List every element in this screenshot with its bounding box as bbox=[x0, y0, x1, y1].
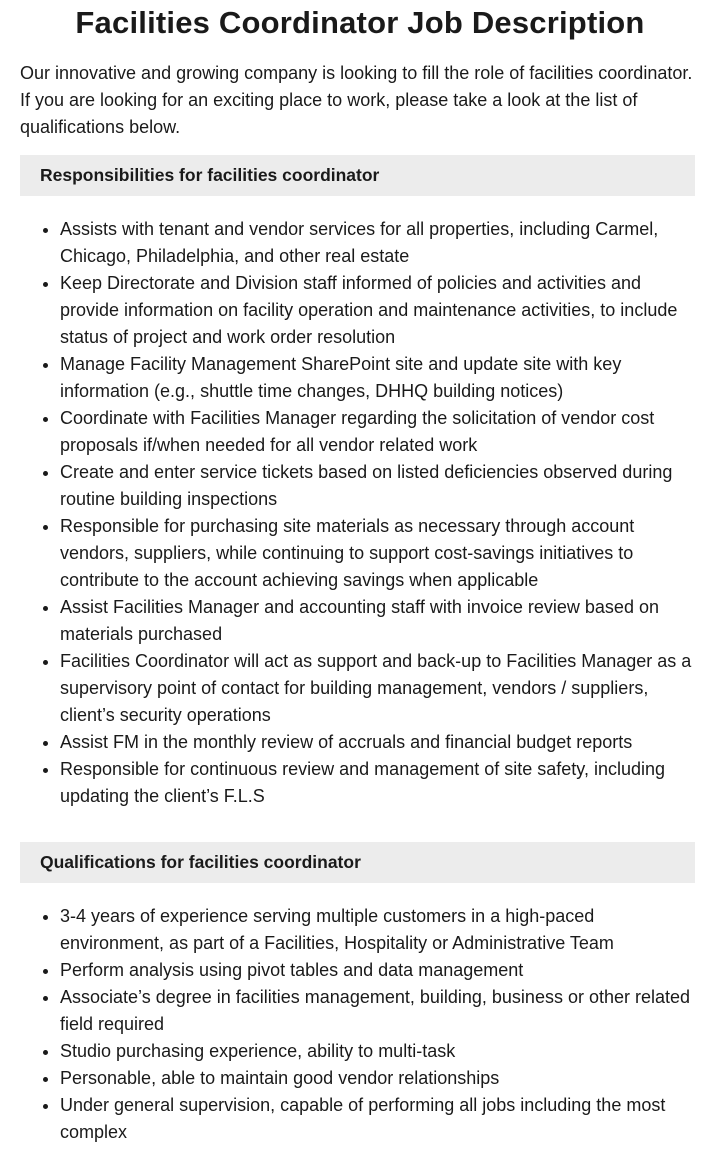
list-item: • Manage Facility Management SharePoint site and update site with key information (e.g., shuttle time changes, DHHQ building notices) bbox=[60, 351, 700, 405]
qualifications-heading: Qualifications for facilities coordinator bbox=[20, 842, 695, 883]
list-item: • Assist Facilities Manager and accounting staff with invoice review based on materials purchased bbox=[60, 594, 700, 648]
list-item: • Studio purchasing experience, ability to multi-task bbox=[60, 1038, 700, 1065]
list-item: • Personable, able to maintain good vendor relationships bbox=[60, 1065, 700, 1092]
page-title: Facilities Coordinator Job Description bbox=[75, 5, 645, 40]
list-item: • Under general supervision, capable of performing all jobs including the most complex bbox=[60, 1092, 700, 1146]
list-item: • Responsible for purchasing site materials as necessary through account vendors, suppliers, while continuing to support cost-savings initiatives to contribute to the account achieving savings when applicable bbox=[60, 513, 700, 594]
list-item: • Assists with tenant and vendor services for all properties, including Carmel, Chicago, Philadelphia, and other real estate bbox=[60, 216, 700, 270]
list-item: • Perform analysis using pivot tables and data management bbox=[60, 957, 700, 984]
list-item: • Associate’s degree in facilities management, building, business or other related field required bbox=[60, 984, 700, 1038]
responsibilities-list bbox=[0, 216, 700, 810]
list-item: • 3-4 years of experience serving multiple customers in a high-paced environment, as part of a Facilities, Hospitality or Administrative Team bbox=[60, 903, 700, 957]
list-item: • Facilities Coordinator will act as support and back-up to Facilities Manager as a supervisory point of contact for building management, vendors / suppliers, client’s security operations bbox=[60, 648, 700, 729]
responsibilities-heading: Responsibilities for facilities coordinator bbox=[20, 155, 695, 196]
intro-text: Our innovative and growing company is looking to fill the role of facilities coordinator. If you are looking for an exciting place to work, please take a look at the list of qualifications below. bbox=[20, 63, 693, 137]
list-item: • Keep Directorate and Division staff informed of policies and activities and provide information on facility operation and maintenance activities, to include status of project and work order resolution bbox=[60, 270, 700, 351]
list-item: • Coordinate with Facilities Manager regarding the solicitation of vendor cost proposals if/when needed for all vendor related work bbox=[60, 405, 700, 459]
list-item: • Responsible for continuous review and management of site safety, including updating the client’s F.L.S bbox=[60, 756, 700, 810]
list-item: • Create and enter service tickets based on listed deficiencies observed during routine building inspections bbox=[60, 459, 700, 513]
list-item: • Assist FM in the monthly review of accruals and financial budget reports bbox=[60, 729, 700, 756]
qualifications-list bbox=[0, 903, 700, 1146]
